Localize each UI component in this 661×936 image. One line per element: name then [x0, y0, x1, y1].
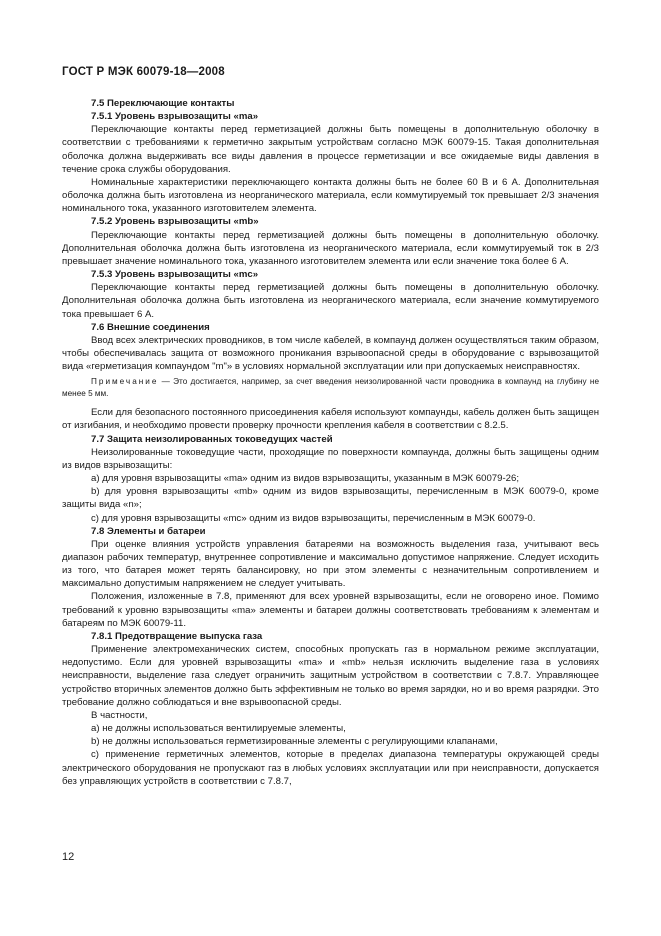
paragraph: Неизолированные токоведущие части, проходящие по поверхности компаунда, должны быть защищены одним из видов взрывозащиты:: [62, 446, 599, 471]
note-text: — Это достигается, например, за счет введения неизолированной части проводника в компаунд на глубину не менее 5 мм.: [62, 377, 599, 399]
paragraph: При оценке влияния устройств управления батареями на возможность выделения газа, учитывают весь диапазон рабочих температур, внутреннее сопротивление и максимально допустимое напряжение. Следует исходить из того, что батарея может терять балансировку, но при этом элементы с незначительным сопротивлением и максимально допустимым напряжением не следует учитывать.: [62, 538, 599, 590]
paragraph: Ввод всех электрических проводников, в том числе кабелей, в компаунд должен осуществляться таким образом, чтобы обеспечивалась защита от возможного проникания взрывоопасной среды в оборудование с взрывозащитой вида «герметизация компаундом "m"» в условиях нормальной эксплуатации или при допускаемых неисправностях.: [62, 334, 599, 373]
paragraph: Переключающие контакты перед герметизацией должны быть помещены в дополнительную оболочку. Дополнительная оболочка должна быть изготовлена из неорганического материала, если коммутируемый ток в 2/3 превышает значение номинального тока, указанного изготовителем элемента или если значение тока более 6 А.: [62, 229, 599, 267]
section-heading: 7.8.1 Предотвращение выпуска газа: [91, 630, 263, 642]
list-item: c) применение герметичных элементов, которые в пределах диапазона температуры окружающей среды электрического оборудования не пропускают газ в любых условиях эксплуатации или при неисправности, допускается без управляющих устройств в соответствии с 7.8.7,: [62, 749, 599, 787]
paragraph: Положения, изложенные в 7.8, применяют для всех уровней взрывозащиты, если не оговорено иное. Помимо требований к уровню взрывозащиты «ma» элементы и батареи должны соответствовать требованиям к элементам и батареям по МЭК 60079-11.: [62, 591, 599, 629]
paragraph: Применение электромеханических систем, способных пропускать газ в нормальном режиме эксплуатации, недопустимо. Если для уровней взрывозащиты «ma» и «mb» нельзя исключить выделение газа в условиях неисправности, выделение газа следует ограничить защитным устройством в соответствии с 7.8.7. Управляющее устройство вторичных элементов должно быть эффективным не только во время зарядки, но и во время разрядки. Это требование должно соблюдаться и вне взрывоопасной среды.: [62, 644, 599, 708]
paragraph: Переключающие контакты перед герметизацией должны быть помещены в дополнительную оболочку в соответствии с требованиями к герметично закрытым устройствам согласно МЭК 60079-15. Такая дополнительная оболочка должна выдерживать все виды давления в процессе герметизации и все ожидаемые виды давления в течение срока службы оборудования.: [62, 124, 599, 175]
paragraph: Если для безопасного постоянного присоединения кабеля используют компаунды, кабель должен быть защищен от изгибания, и необходимо провести проверку прочности крепления кабеля в соответствии с 8.2.5.: [62, 407, 599, 432]
list-item: a) для уровня взрывозащиты «ma» одним из видов взрывозащиты, указанным в МЭК 60079-26;: [91, 473, 519, 485]
page-number: 12: [62, 851, 75, 863]
section-heading: 7.5.1 Уровень взрывозащиты «ma»: [91, 111, 259, 123]
paragraph: В частности,: [91, 709, 148, 721]
note: [62, 376, 599, 400]
list-item: b) для уровня взрывозащиты «mb» одним из видов взрывозащиты, перечисленным в МЭК 60079-0, кроме защиты вида «n»;: [62, 486, 599, 511]
section-heading: 7.5.3 Уровень взрывозащиты «mc»: [91, 269, 259, 281]
section-heading: 7.5 Переключающие контакты: [91, 98, 235, 109]
section-heading: 7.8 Элементы и батареи: [91, 525, 206, 537]
section-heading: 7.5.2 Уровень взрывозащиты «mb»: [91, 216, 259, 228]
section-heading: 7.7 Защита неизолированных токоведущих частей: [91, 433, 333, 445]
document-body: [62, 97, 599, 788]
list-item: b) не должны использоваться герметизированные элементы с регулирующими клапанами,: [91, 736, 498, 748]
list-item: c) для уровня взрывозащиты «mc» одним из видов взрывозащиты, перечисленным в МЭК 60079-0.: [91, 512, 536, 524]
paragraph: Номинальные характеристики переключающего контакта должны быть не более 60 В и 6 А. Дополнительная оболочка должна быть изготовлена из неорганического материала, если коммутируемый ток превышает 2/3 значения номинального тока, указанного изготовителем элемента.: [62, 176, 599, 215]
list-item: a) не должны использоваться вентилируемые элементы,: [91, 723, 346, 735]
document-header: ГОСТ Р МЭК 60079-18—2008: [62, 66, 225, 78]
note-label: Примечание: [91, 377, 159, 387]
paragraph: Переключающие контакты перед герметизацией должны быть помещены в дополнительную оболочку. Дополнительная оболочка должна быть изготовлена из неорганического материала, если значение коммутируемого тока превышает 6 А.: [62, 282, 599, 320]
section-heading: 7.6 Внешние соединения: [91, 321, 210, 333]
